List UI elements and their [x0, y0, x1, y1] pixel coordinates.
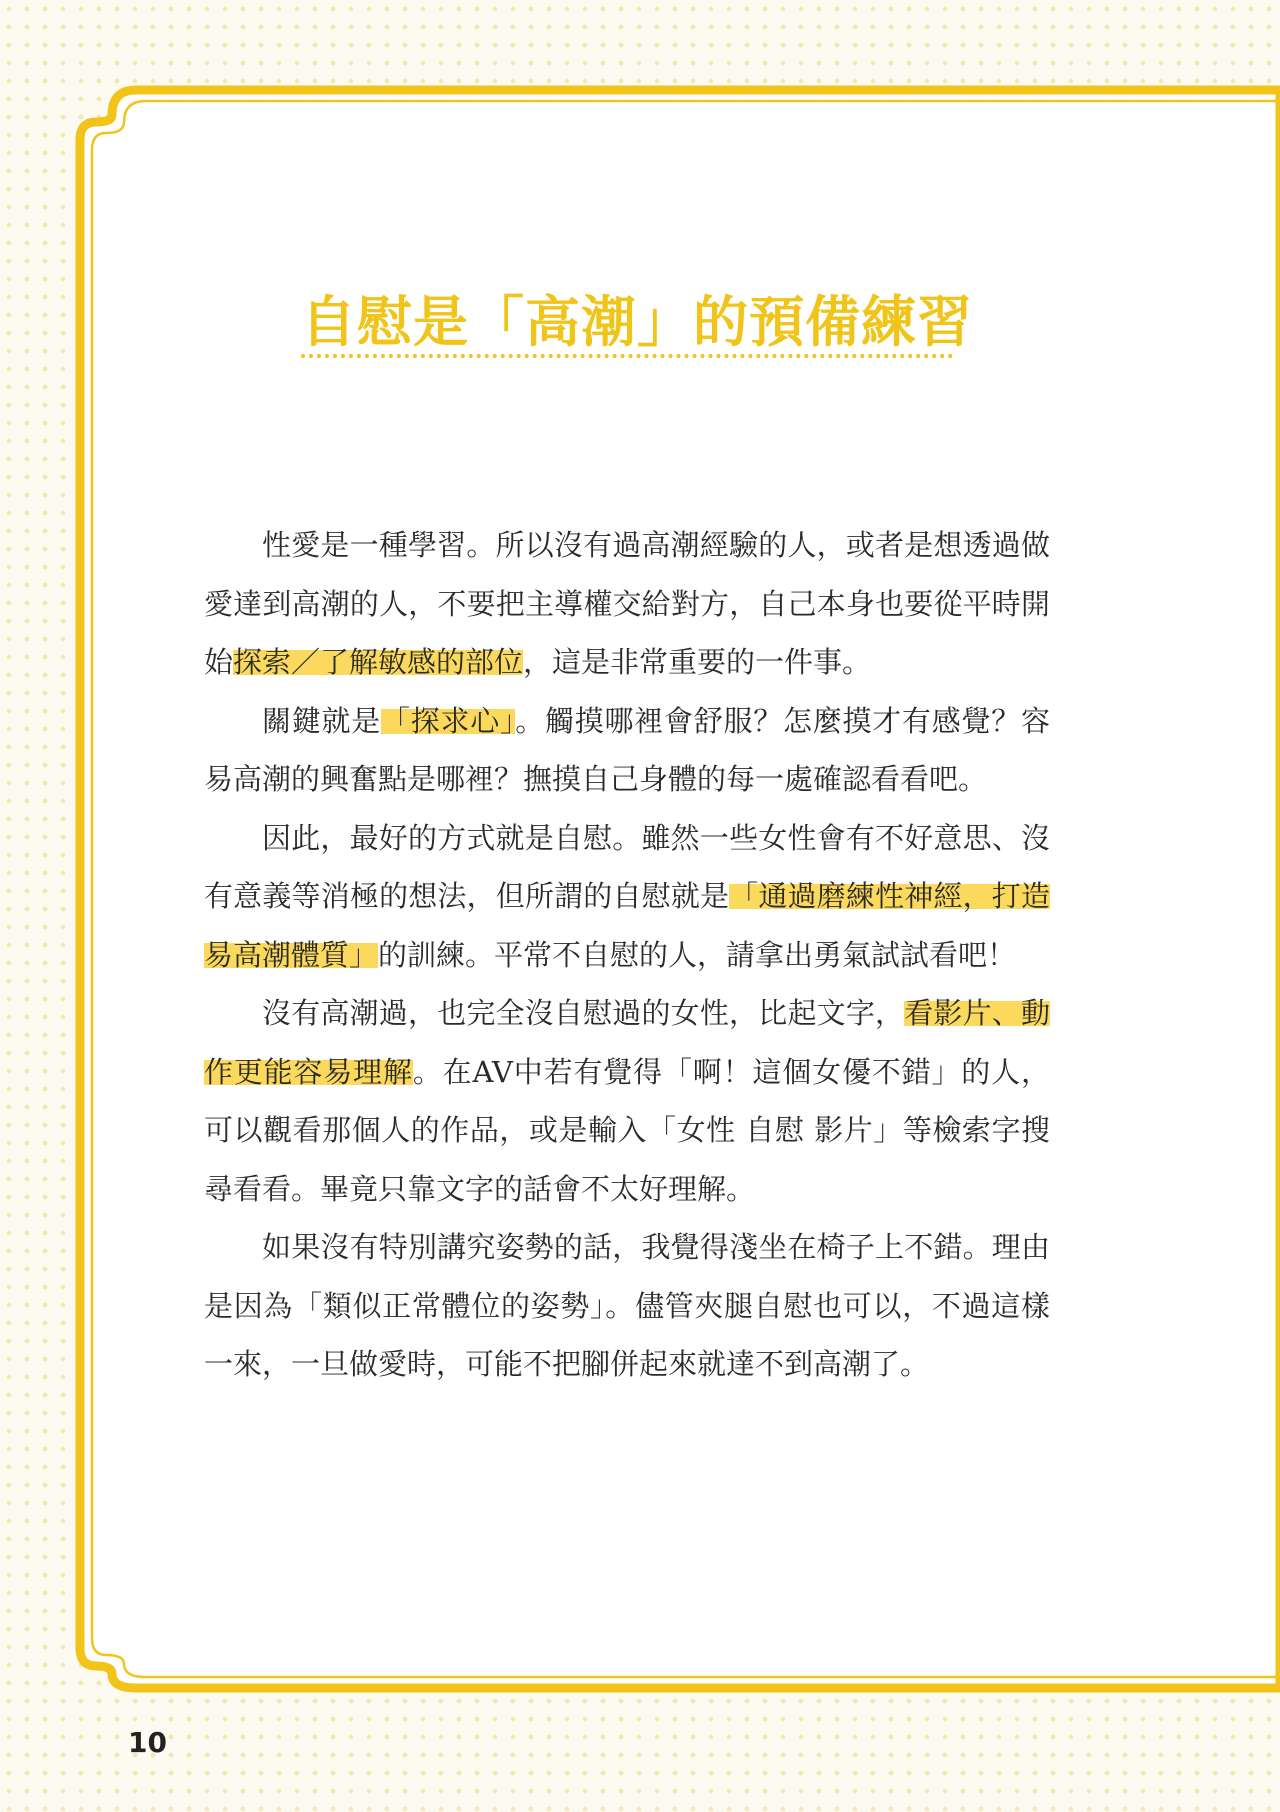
paragraph	[204, 809, 1050, 985]
page-title: 自慰是「高潮」的預備練習	[301, 290, 974, 354]
text-run: 沒有高潮過，也完全沒自慰過的女性，比起文字，	[262, 996, 905, 1030]
title-dotted-underline	[301, 354, 953, 358]
text-run: ，這是非常重要的一件事。	[523, 645, 872, 679]
highlighted-text: 「通過磨練性神經，打造易高潮體質」	[204, 879, 1050, 972]
paragraph	[204, 984, 1050, 1218]
text-run: 性愛是一種學習。所以沒有過高潮經驗的人，或者是想透過做愛達到高潮的人，不要把主導權交給對方，自己本身也要從平時開始	[204, 528, 1050, 679]
highlighted-text: 看影片、動作更能容易理解	[204, 996, 1050, 1089]
text-run: 關鍵就是	[262, 703, 381, 738]
page-number: 10	[128, 1726, 167, 1759]
text-run: 如果沒有特別講究姿勢的話，我覺得淺坐在椅子上不錯。理由是因為「類似正常體位的姿勢」。儘管夾腿自慰也可以，不過這樣一來，一旦做愛時，可能不把腳併起來就達不到高潮了。	[204, 1230, 1050, 1381]
paragraph	[204, 1218, 1050, 1394]
text-run: 。在AV中若有覺得「啊！這個女優不錯」的人，可以觀看那個人的作品，或是輸入「女性 自慰 影片」等檢索字搜尋看看。畢竟只靠文字的話會不太好理解。	[204, 1054, 1050, 1206]
text-run: 因此，最好的方式就是自慰。雖然一些女性會有不好意思、沒有意義等消極的想法，但所謂的自慰就是	[204, 820, 1050, 913]
body-text	[204, 516, 1050, 1394]
highlighted-text: 「探求心」	[381, 703, 516, 738]
paragraph	[204, 692, 1050, 809]
text-run: 。觸摸哪裡會舒服？怎麼摸才有感覺？容易高潮的興奮點是哪裡？撫摸自己身體的每一處確認看看吧。	[204, 703, 1050, 796]
highlighted-text: 探索／了解敏感的部位	[233, 645, 524, 679]
paragraph	[204, 516, 1050, 692]
text-run: 的訓練。平常不自慰的人，請拿出勇氣試試看吧！	[378, 937, 1017, 972]
